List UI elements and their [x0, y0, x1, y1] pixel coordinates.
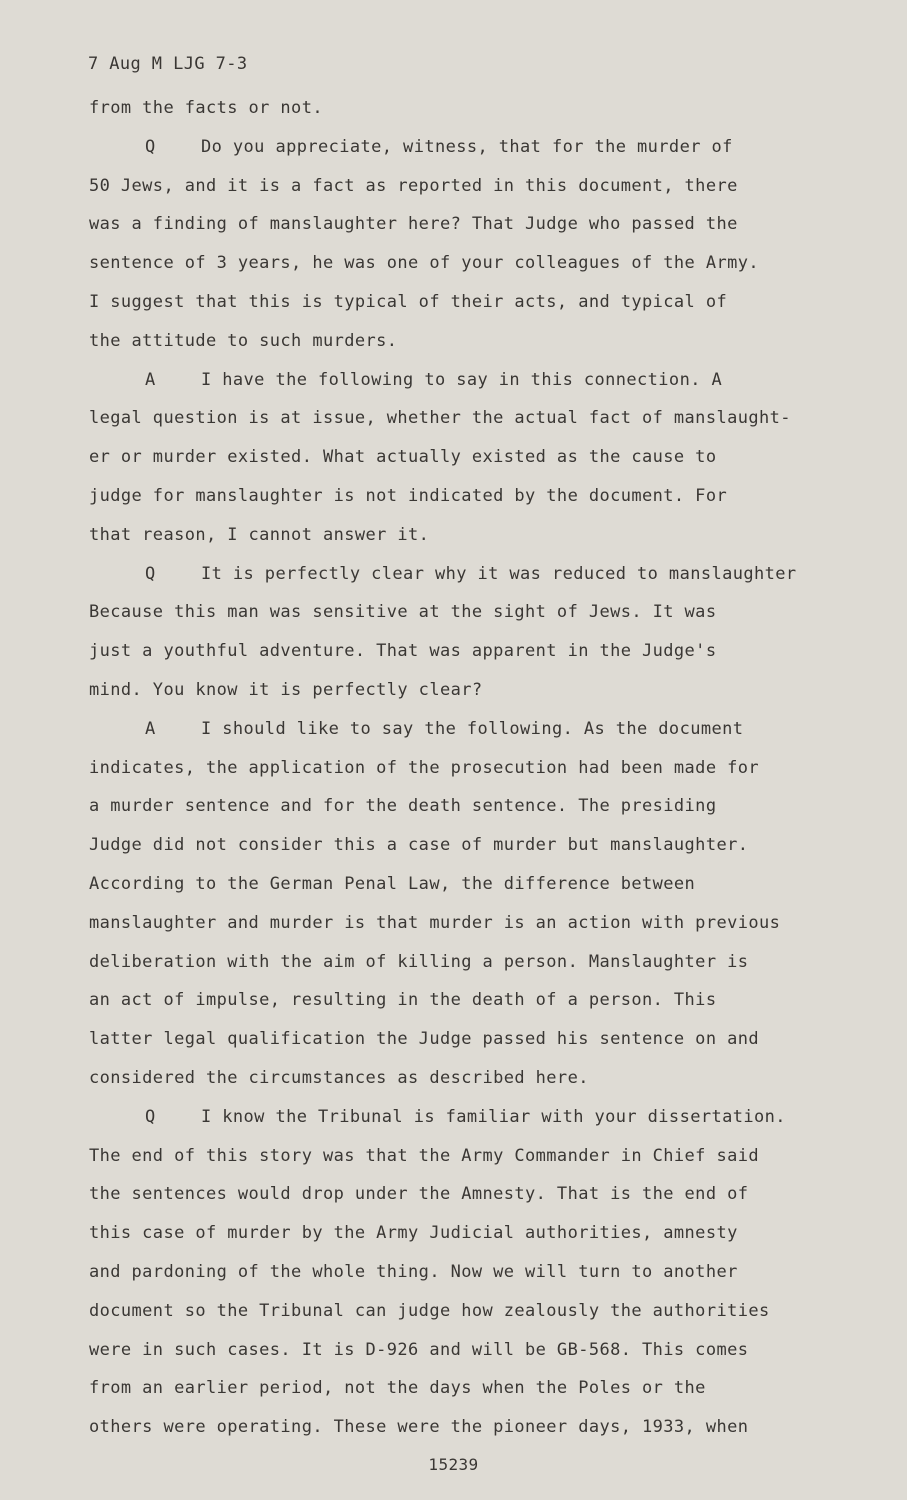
line-text: I have the following to say in this connection. A — [201, 369, 723, 390]
line-text: the attitude to such murders. — [89, 330, 398, 351]
line-text: legal question is at issue, whether the actual fact of manslaught- — [89, 408, 791, 429]
page-number: 15239 — [428, 1455, 479, 1474]
line-text: 50 Jews, and it is a fact as reported in this document, there — [89, 175, 738, 196]
line-text: from an earlier period, not the days when the Poles or the — [89, 1378, 706, 1399]
line-text: manslaughter and murder is that murder is an action with previous — [89, 912, 781, 933]
transcript-line — [89, 1175, 849, 1214]
line-text: just a youthful adventure. That was apparent in the Judge's — [89, 641, 717, 662]
transcript-line — [89, 1020, 849, 1059]
speaker-label: Q — [145, 563, 156, 584]
transcript-line — [89, 671, 849, 710]
transcript-line — [89, 1292, 849, 1331]
line-text: I should like to say the following. As the document — [201, 718, 744, 739]
line-text: According to the German Penal Law, the difference between — [89, 873, 696, 894]
line-text: judge for manslaughter is not indicated by the document. For — [89, 485, 728, 506]
line-text: I suggest that this is typical of their acts, and typical of — [89, 291, 728, 312]
line-text: others were operating. These were the pioneer days, 1933, when — [89, 1417, 749, 1438]
line-text: the sentences would drop under the Amnesty. That is the end of — [89, 1184, 749, 1205]
speaker-label: Q — [145, 136, 156, 157]
transcript-line — [89, 593, 849, 632]
transcript-line — [89, 516, 849, 555]
line-text: I know the Tribunal is familiar with your dissertation. — [201, 1106, 786, 1127]
transcript-line — [89, 89, 849, 128]
transcript-line — [89, 555, 849, 594]
line-text: that reason, I cannot answer it. — [89, 524, 430, 545]
speaker-label: Q — [145, 1106, 156, 1127]
line-text: this case of murder by the Army Judicial authorities, amnesty — [89, 1223, 738, 1244]
header-reference: 7 Aug M LJG 7-3 — [88, 54, 248, 74]
transcript-line — [89, 361, 849, 400]
speaker-label: A — [145, 369, 156, 390]
transcript-line — [89, 943, 849, 982]
line-text: and pardoning of the whole thing. Now we will turn to another — [89, 1261, 738, 1282]
line-text: a murder sentence and for the death sentence. The presiding — [89, 796, 717, 817]
transcript-body — [89, 89, 849, 1447]
transcript-line — [89, 1214, 849, 1253]
line-text: Because this man was sensitive at the sight of Jews. It was — [89, 602, 717, 623]
line-text: considered the circumstances as described here. — [89, 1067, 589, 1088]
transcript-line — [89, 1098, 849, 1137]
line-text: indicates, the application of the prosecution had been made for — [89, 757, 759, 778]
transcript-line — [89, 167, 849, 206]
transcript-line — [89, 1253, 849, 1292]
transcript-line — [89, 632, 849, 671]
transcript-line — [89, 1137, 849, 1176]
transcript-line — [89, 1331, 849, 1370]
speaker-label: A — [145, 718, 156, 739]
transcript-line — [89, 438, 849, 477]
transcript-line — [89, 749, 849, 788]
line-text: The end of this story was that the Army Commander in Chief said — [89, 1145, 759, 1166]
transcript-line — [89, 865, 849, 904]
transcript-line — [89, 710, 849, 749]
line-text: latter legal qualification the Judge passed his sentence on and — [89, 1029, 759, 1050]
line-text: Do you appreciate, witness, that for the murder of — [201, 136, 733, 157]
line-text: an act of impulse, resulting in the death of a person. This — [89, 990, 717, 1011]
transcript-line — [89, 128, 849, 167]
transcript-line — [89, 322, 849, 361]
transcript-line — [89, 205, 849, 244]
line-text: er or murder existed. What actually existed as the cause to — [89, 447, 717, 468]
transcript-line — [89, 1059, 849, 1098]
transcript-line — [89, 283, 849, 322]
transcript-line — [89, 1408, 849, 1447]
transcript-line — [89, 826, 849, 865]
transcript-line — [89, 787, 849, 826]
transcript-line — [89, 904, 849, 943]
line-text: It is perfectly clear why it was reduced to manslaughter — [201, 563, 797, 584]
transcript-line — [89, 244, 849, 283]
line-text: deliberation with the aim of killing a person. Manslaughter is — [89, 951, 749, 972]
transcript-line — [89, 399, 849, 438]
transcript-line — [89, 981, 849, 1020]
line-text: document so the Tribunal can judge how zealously the authorities — [89, 1300, 770, 1321]
line-text: mind. You know it is perfectly clear? — [89, 679, 483, 700]
line-text: was a finding of manslaughter here? That Judge who passed the — [89, 214, 738, 235]
transcript-line — [89, 477, 849, 516]
line-text: were in such cases. It is D-926 and will be GB-568. This comes — [89, 1339, 749, 1360]
line-text: from the facts or not. — [89, 98, 323, 118]
line-text: Judge did not consider this a case of murder but manslaughter. — [89, 835, 749, 856]
transcript-line — [89, 1369, 849, 1408]
line-text: sentence of 3 years, he was one of your colleagues of the Army. — [89, 253, 759, 274]
